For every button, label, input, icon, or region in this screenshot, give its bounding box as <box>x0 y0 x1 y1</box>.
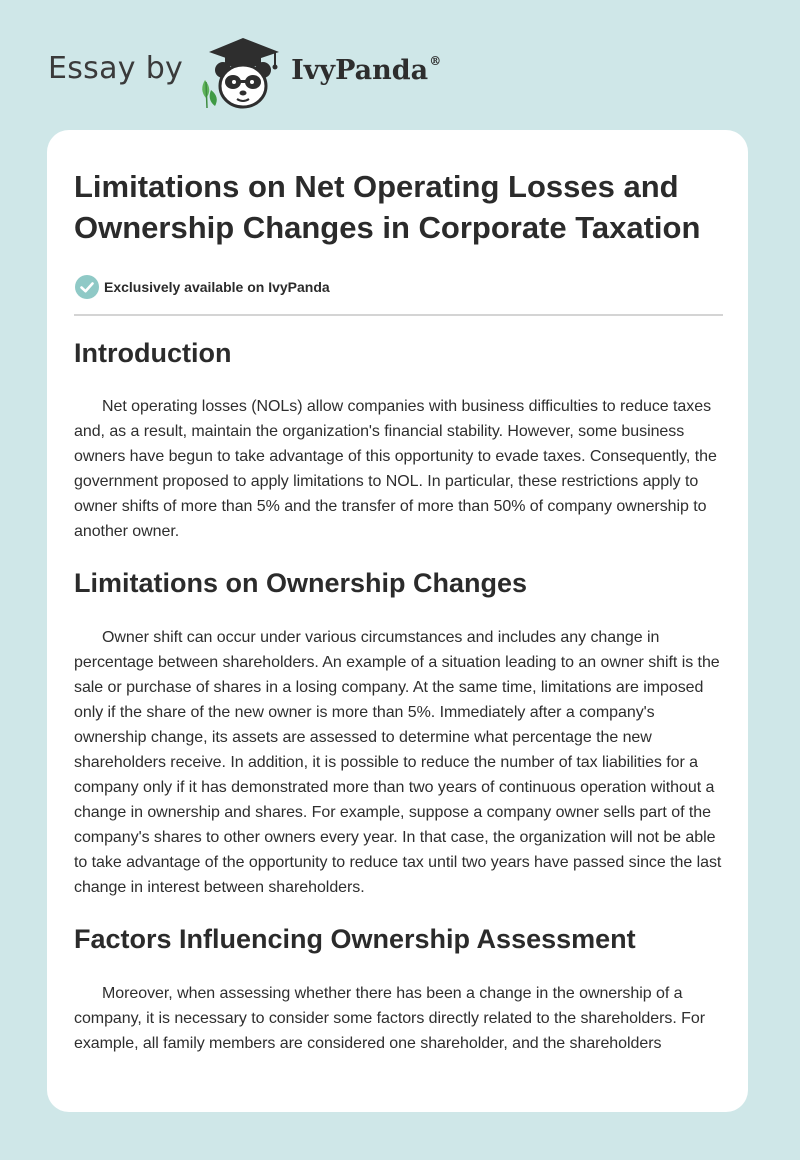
registered-mark: ® <box>429 53 442 68</box>
section-heading-limitations: Limitations on Ownership Changes <box>74 568 528 598</box>
brand-header <box>48 32 441 112</box>
section-paragraph-introduction: Net operating losses (NOLs) allow companies with business difficulties to reduce taxes and, as a result, maintain the organization's financial stability. However, some business owners have begun to take advantage of this opportunity to evade taxes. Consequently, the government proposed to apply limitations to NOL. In particular, these restrictions apply to owner shifts of more than 5% and the transfer of more than 50% of company ownership to another owner. <box>74 398 717 540</box>
brand-prefix: Essay by <box>48 50 184 86</box>
brand-name[interactable]: IvyPanda® <box>291 53 442 86</box>
section-paragraph-factors: Moreover, when assessing whether there has been a change in the ownership of a company, it is necessary to consider some factors directly related to the shareholders. For example, all family members are considered one shareholder, and the shareholders <box>74 985 705 1052</box>
essay-card <box>47 130 748 1112</box>
section-paragraph-limitations: Owner shift can occur under various circumstances and includes any change in percentage between shareholders. An example of a situation leading to an owner shift is the sale or purchase of shares in a losing company. At the same time, limitations are imposed only if the share of the new owner is more than 5%. Immediately after a company's ownership change, its assets are assessed to determine what percentage the new shareholders receive. In addition, it is possible to reduce the number of tax liabilities for a company only if it has demonstrated more than two years of continuous operation without a change in ownership and shares. For example, suppose a company owner sells part of the company's shares to other owners every year. In that case, the organization will not be able to take advantage of the opportunity to reduce tax until two years have passed since the last change in interest between shareholders. <box>74 629 722 896</box>
essay-content <box>74 166 723 1056</box>
panda-logo-icon[interactable] <box>197 32 289 112</box>
title-divider <box>74 314 723 316</box>
page-title: Limitations on Net Operating Losses and Ownership Changes in Corporate Taxation <box>74 169 701 245</box>
check-circle-icon <box>74 274 100 300</box>
section-heading-introduction: Introduction <box>74 338 232 368</box>
section-heading-factors: Factors Influencing Ownership Assessment <box>74 924 636 954</box>
exclusive-text: Exclusively available on IvyPanda <box>104 279 330 295</box>
exclusive-badge <box>74 274 723 300</box>
